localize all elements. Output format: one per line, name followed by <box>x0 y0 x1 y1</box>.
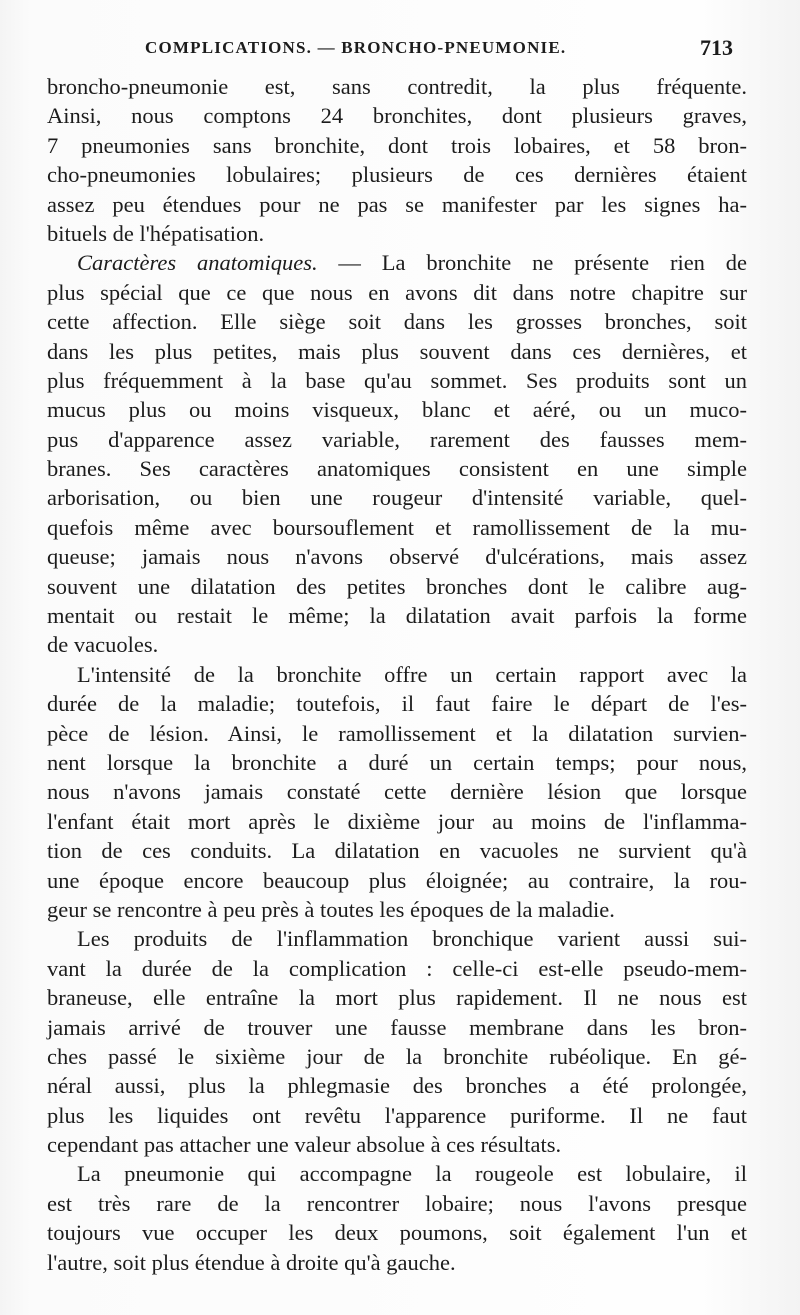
text-line: 7 pneumonies sans bronchite, dont trois lobaires, et 58 bron- <box>47 132 747 158</box>
text-line: pèce de lésion. Ainsi, le ramollissement et la dilatation survien- <box>47 720 747 746</box>
text-line: ches passé le sixième jour de la bronchite rubéolique. En gé- <box>47 1043 747 1069</box>
paragraph <box>47 72 747 248</box>
text-line: plus fréquemment à la base qu'au sommet. Ses produits sont un <box>47 367 747 393</box>
paragraph <box>47 924 747 1159</box>
text-line: pus d'apparence assez variable, rarement des fausses mem- <box>47 426 747 452</box>
text-line: mentait ou restait le même; la dilatation avait parfois la forme <box>47 603 747 629</box>
text-line: assez peu étendues pour ne pas se manifester par les signes ha- <box>47 191 747 217</box>
text-line: nent lorsque la bronchite a duré un certain temps; pour nous, <box>47 749 747 775</box>
text-line: broncho-pneumonie est, sans contredit, la plus fréquente. <box>47 74 747 99</box>
text-line: toujours vue occuper les deux poumons, soit également l'un et <box>47 1220 747 1246</box>
body-text <box>47 72 747 1277</box>
text-line: nous n'avons jamais constaté cette dernière lésion que lorsque <box>47 779 747 805</box>
text-line: La pneumonie qui accompagne la rougeole est lobulaire, il <box>77 1161 747 1187</box>
page-header <box>0 35 800 70</box>
paragraph <box>47 1159 747 1277</box>
page-number: 713 <box>700 35 733 60</box>
text-line: plus spécial que ce que nous en avons dit dans notre chapitre sur <box>47 279 747 305</box>
paragraph <box>47 248 747 659</box>
text-line: mucus plus ou moins visqueux, blanc et aéré, ou un muco- <box>47 397 747 423</box>
text-line: néral aussi, plus la phlegmasie des bronches a été prolongée, <box>47 1073 747 1099</box>
text-line: cho-pneumonies lobulaires; plusieurs de ces dernières étaient <box>47 162 747 188</box>
text-line: tion de ces conduits. La dilatation en vacuoles ne survient qu'à <box>47 838 747 864</box>
text-line: de vacuoles. <box>47 632 159 658</box>
section-heading: Caractères anatomiques. <box>77 250 318 276</box>
text-line: est très rare de la rencontrer lobaire; nous l'avons presque <box>47 1190 747 1216</box>
text-line: cette affection. Elle siège soit dans les grosses bronches, soit <box>47 309 747 335</box>
text-line: cependant pas attacher une valeur absolue à ces résultats. <box>47 1132 562 1158</box>
text-line: braneuse, elle entraîne la mort plus rapidement. Il ne nous est <box>47 985 747 1011</box>
text-line: L'intensité de la bronchite offre un certain rapport avec la <box>77 661 747 687</box>
text-span: — La bronchite ne présente rien de <box>317 250 747 276</box>
paragraph <box>47 660 747 925</box>
text-line: plus les liquides ont revêtu l'apparence puriforme. Il ne faut <box>47 1102 747 1128</box>
text-line: dans les plus petites, mais plus souvent dans ces dernières, et <box>47 338 747 364</box>
running-head: COMPLICATIONS. — BRONCHO-PNEUMONIE. <box>145 38 567 57</box>
text-line: Ainsi, nous comptons 24 bronchites, dont plusieurs graves, <box>47 103 747 129</box>
text-line: branes. Ses caractères anatomiques consistent en une simple <box>47 456 747 482</box>
text-line: l'enfant était mort après le dixième jour au moins de l'inflamma- <box>47 808 747 834</box>
text-line: jamais arrivé de trouver une fausse membrane dans les bron- <box>47 1014 747 1040</box>
text-line: quefois même avec boursouflement et ramollissement de la mu- <box>47 514 747 540</box>
text-line: bituels de l'hépatisation. <box>47 220 265 246</box>
text-line: vant la durée de la complication : celle-ci est-elle pseudo-mem- <box>47 955 747 981</box>
text-line: arborisation, ou bien une rougeur d'intensité variable, quel- <box>47 485 747 511</box>
text-line: queuse; jamais nous n'avons observé d'ulcérations, mais assez <box>47 544 747 570</box>
text-line: une époque encore beaucoup plus éloignée; au contraire, la rou- <box>47 867 747 893</box>
text-line: Les produits de l'inflammation bronchique varient aussi sui- <box>77 926 747 952</box>
text-line: souvent une dilatation des petites bronches dont le calibre aug- <box>47 573 747 599</box>
text-line: durée de la maladie; toutefois, il faut faire le départ de l'es- <box>47 691 747 717</box>
text-line: geur se rencontre à peu près à toutes les époques de la maladie. <box>47 896 615 922</box>
text-line <box>47 248 747 277</box>
text-line: l'autre, soit plus étendue à droite qu'à gauche. <box>47 1249 456 1275</box>
